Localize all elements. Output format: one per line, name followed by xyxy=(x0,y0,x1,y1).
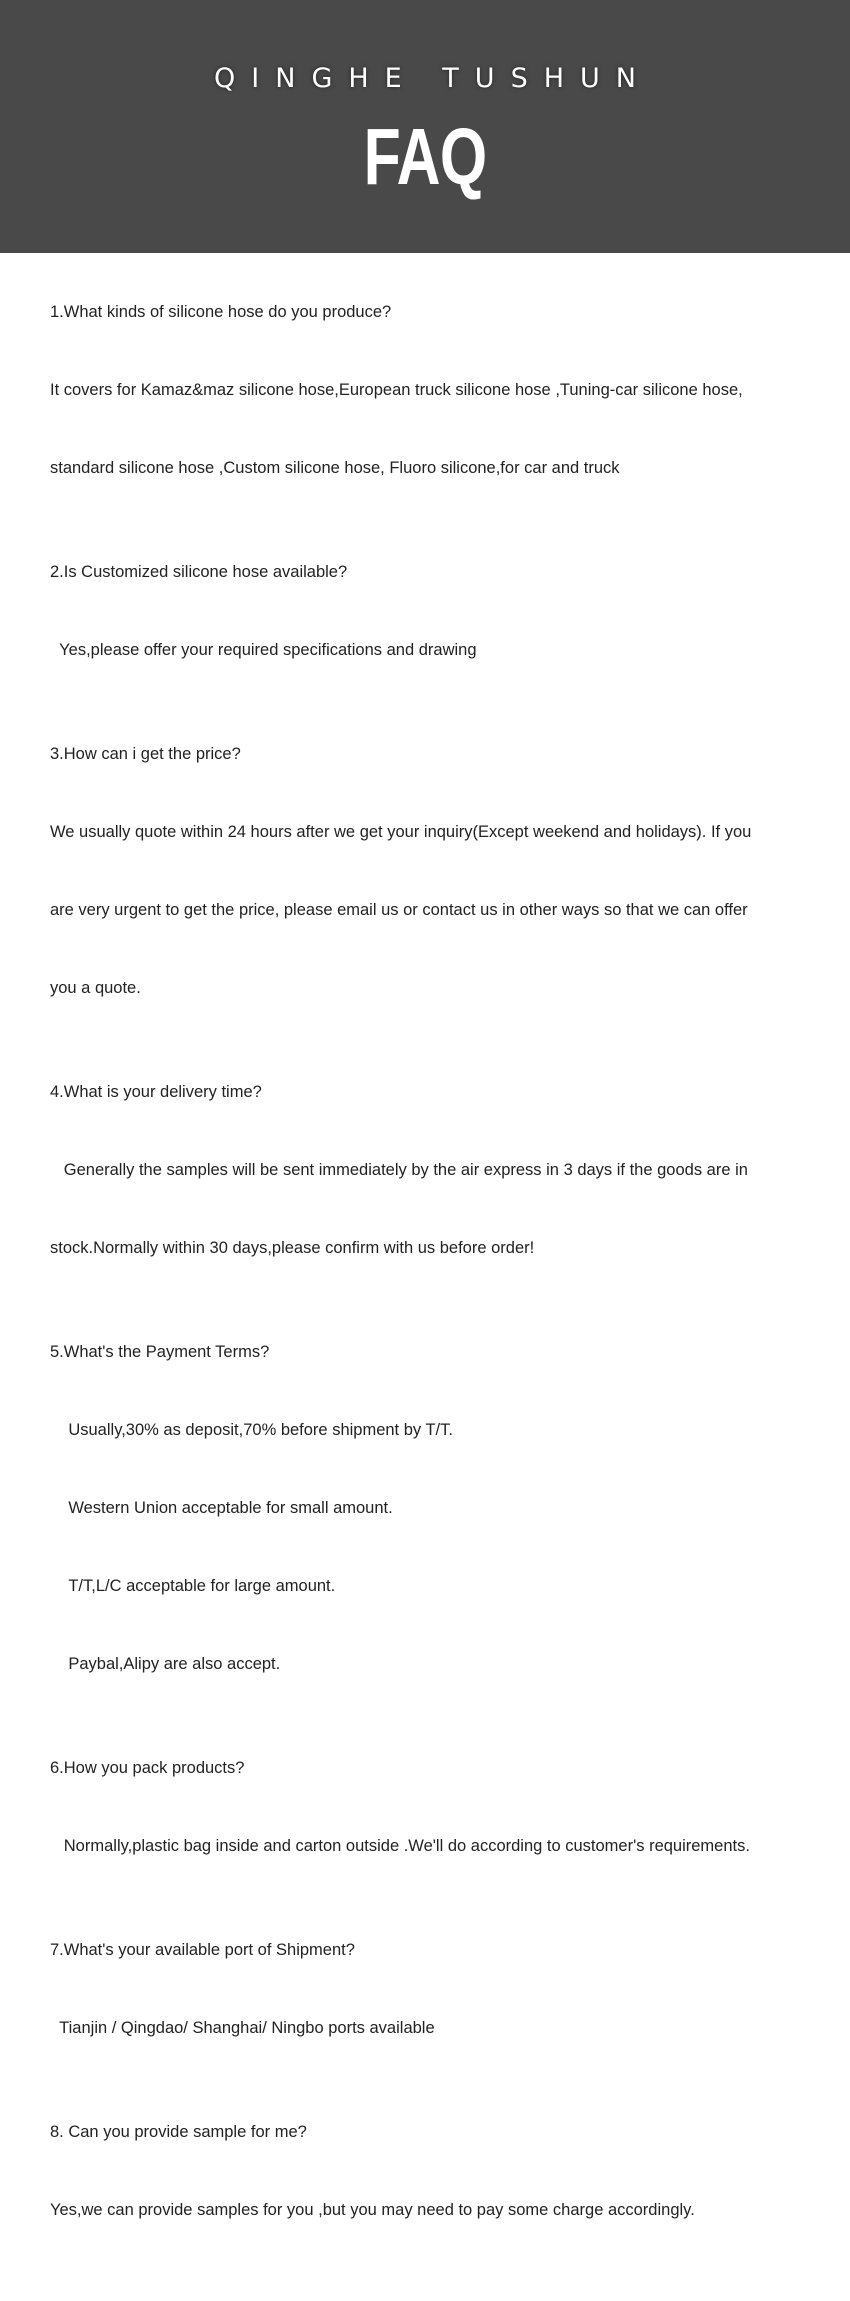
faq-answer-line: are very urgent to get the price, please email us or contact us in other ways so that we can offer xyxy=(50,901,748,919)
faq-answer xyxy=(50,1105,810,1313)
faq-item-6 xyxy=(50,1755,810,1911)
faq-answer xyxy=(50,585,810,715)
faq-answer-line: Generally the samples will be sent immediately by the air express in 3 days if the goods are in xyxy=(50,1161,748,1179)
faq-answer-line: Yes,please offer your required specifications and drawing xyxy=(50,641,477,659)
faq-item-7 xyxy=(50,1937,810,2093)
faq-question: 6.How you pack products? xyxy=(50,1759,245,1777)
faq-item-2 xyxy=(50,559,810,715)
faq-answer-line: Western Union acceptable for small amount. xyxy=(50,1499,393,1517)
faq-answer-line: T/T,L/C acceptable for large amount. xyxy=(50,1577,336,1595)
faq-question: 1.What kinds of silicone hose do you produce? xyxy=(50,303,392,321)
faq-item-3 xyxy=(50,741,810,1053)
faq-question: 4.What is your delivery time? xyxy=(50,1083,262,1101)
faq-item-4 xyxy=(50,1079,810,1313)
faq-answer-line: Normally,plastic bag inside and carton outside .We'll do according to customer's requirements. xyxy=(50,1837,750,1855)
faq-answer xyxy=(50,1365,810,1729)
page-title: FAQ xyxy=(363,112,487,201)
faq-answer xyxy=(50,325,810,533)
faq-list xyxy=(50,299,810,2301)
faq-item-8 xyxy=(50,2119,810,2275)
faq-question: 7.What's your available port of Shipment? xyxy=(50,1941,355,1959)
faq-answer xyxy=(50,767,810,1053)
faq-answer-line: Paybal,Alipy are also accept. xyxy=(50,1655,281,1673)
faq-answer-line: Usually,30% as deposit,70% before shipment by T/T. xyxy=(50,1421,453,1439)
faq-answer-line: standard silicone hose ,Custom silicone hose, Fluoro silicone,for car and truck xyxy=(50,459,620,477)
faq-answer xyxy=(50,1781,810,1911)
faq-question: 2.Is Customized silicone hose available? xyxy=(50,563,348,581)
faq-item-1 xyxy=(50,299,810,533)
faq-answer-line: you a quote. xyxy=(50,979,141,997)
faq-item-5 xyxy=(50,1339,810,1729)
brand-name: QINGHE TUSHUN xyxy=(214,63,652,94)
faq-question: 3.How can i get the price? xyxy=(50,745,241,763)
faq-answer-line: stock.Normally within 30 days,please confirm with us before order! xyxy=(50,1239,535,1257)
header-banner xyxy=(0,0,850,253)
faq-answer xyxy=(50,2145,810,2275)
faq-answer-line: Yes,we can provide samples for you ,but you may need to pay some charge accordingly. xyxy=(50,2201,695,2219)
faq-question: 8. Can you provide sample for me? xyxy=(50,2123,307,2141)
faq-question: 5.What's the Payment Terms? xyxy=(50,1343,270,1361)
faq-answer-line: It covers for Kamaz&maz silicone hose,European truck silicone hose ,Tuning-car silicone hose, xyxy=(50,381,743,399)
faq-answer-line: Tianjin / Qingdao/ Shanghai/ Ningbo ports available xyxy=(50,2019,435,2037)
faq-answer-line: We usually quote within 24 hours after we get your inquiry(Except weekend and holidays). If you xyxy=(50,823,752,841)
faq-answer xyxy=(50,1963,810,2093)
